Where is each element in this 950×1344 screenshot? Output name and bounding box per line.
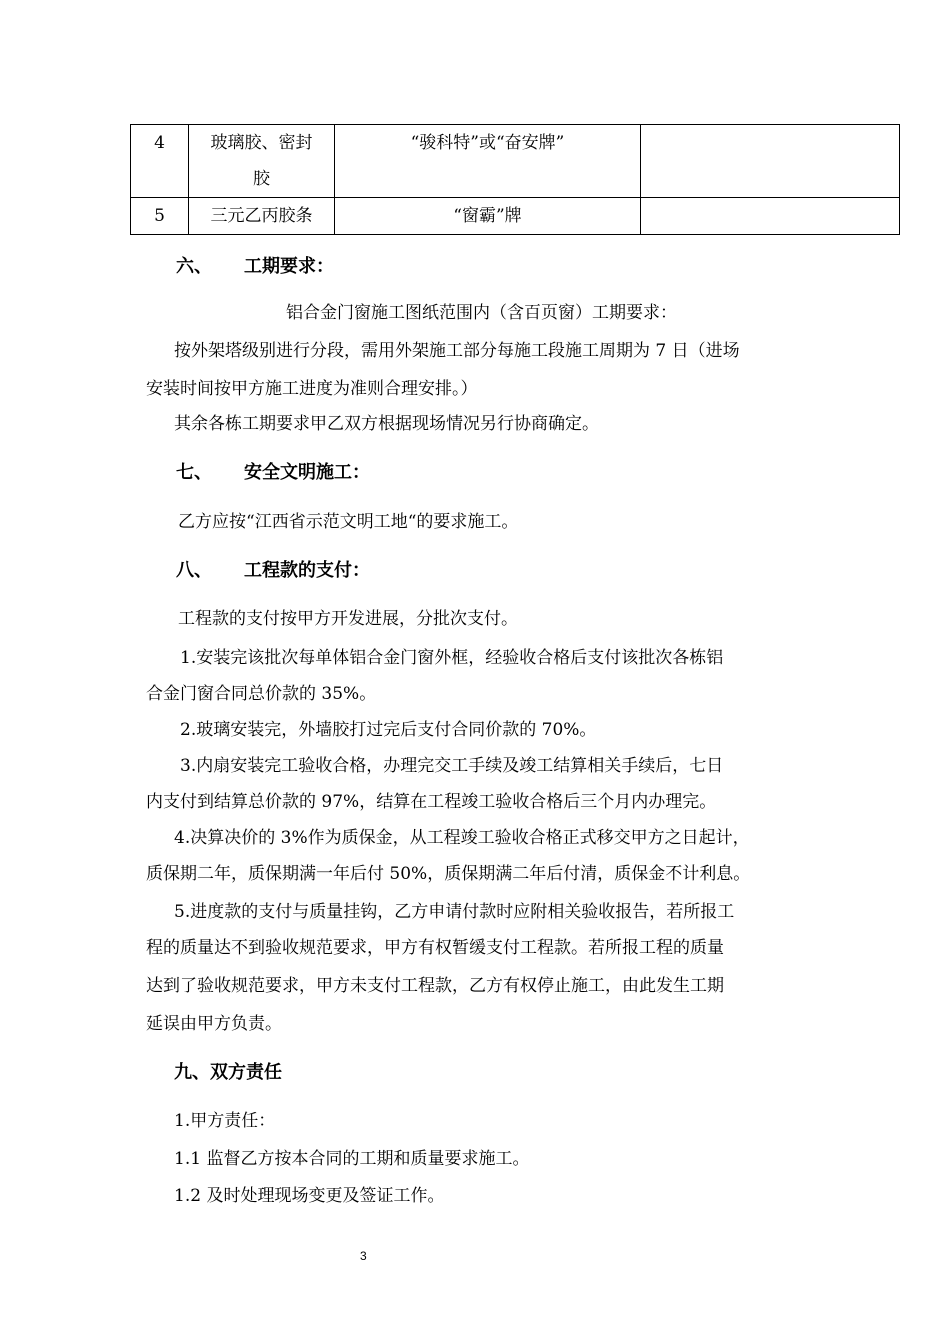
section-7-heading <box>176 458 370 484</box>
list-item: 延误由甲方负责。 <box>146 1014 282 1034</box>
paragraph: 按外架塔级别进行分段，需用外架施工部分每施工段施工周期为 7 日（进场 <box>174 341 740 361</box>
list-item: 5.进度款的支付与质量挂钩，乙方申请付款时应附相关验收报告，若所报工 <box>174 902 735 922</box>
list-item: 合金门窗合同总价款的 35%。 <box>146 684 377 704</box>
paragraph: 铝合金门窗施工图纸范围内（含百页窗）工期要求： <box>286 303 677 323</box>
list-item: 4.决算决价的 3%作为质保金，从工程竣工验收合格正式移交甲方之日起计， <box>174 828 750 848</box>
list-item: 2.玻璃安装完，外墙胶打过完后支付合同价款的 70%。 <box>180 720 597 740</box>
section-9-heading: 九、双方责任 <box>174 1062 282 1083</box>
section-number: 六、 <box>176 256 212 277</box>
item-name-line: 玻璃胶、密封 <box>210 133 313 153</box>
list-item: 3.内扇安装完工验收合格，办理完交工手续及竣工结算相关手续后，七日 <box>180 756 724 776</box>
paragraph: 安装时间按甲方施工进度为准则合理安排。） <box>146 379 478 399</box>
paragraph: 1.2 及时处理现场变更及签证工作。 <box>174 1186 445 1206</box>
section-number: 七、 <box>176 462 212 483</box>
item-name <box>189 198 335 235</box>
materials-table <box>130 124 900 235</box>
note-cell <box>641 125 900 198</box>
paragraph: 其余各栋工期要求甲乙双方根据现场情况另行协商确定。 <box>174 414 599 434</box>
list-item: 程的质量达不到验收规范要求，甲方有权暂缓支付工程款。若所报工程的质量 <box>146 938 724 958</box>
section-number: 八、 <box>176 560 212 581</box>
note-cell <box>641 198 900 235</box>
section-title: 安全文明施工： <box>244 462 370 483</box>
table-row <box>131 198 900 235</box>
list-item: 质保期二年，质保期满一年后付 50%，质保期满二年后付清，质保金不计利息。 <box>146 864 751 884</box>
section-title: 工程款的支付： <box>244 560 370 581</box>
paragraph: 乙方应按“江西省示范文明工地“的要求施工。 <box>178 512 519 532</box>
list-item: 1.安装完该批次每单体铝合金门窗外框，经验收合格后支付该批次各栋铝 <box>180 648 724 668</box>
section-8-heading <box>176 556 370 582</box>
page-number: 3 <box>360 1249 367 1263</box>
paragraph: 1.甲方责任： <box>174 1111 276 1131</box>
section-title: 工期要求： <box>244 256 334 277</box>
brand-cell: “骏科特”或“奋安牌” <box>335 125 641 198</box>
paragraph: 1.1 监督乙方按本合同的工期和质量要求施工。 <box>174 1149 530 1169</box>
section-6-heading <box>176 252 334 278</box>
table-row <box>131 125 900 198</box>
row-number: 5 <box>131 198 189 235</box>
item-name-line: 胶 <box>253 169 270 189</box>
list-item: 达到了验收规范要求，甲方未支付工程款，乙方有权停止施工，由此发生工期 <box>146 976 724 996</box>
brand-cell: “窗霸”牌 <box>335 198 641 235</box>
list-item: 内支付到结算总价款的 97%，结算在工程竣工验收合格后三个月内办理完。 <box>146 792 717 812</box>
row-number: 4 <box>131 125 189 198</box>
item-name <box>189 125 335 198</box>
item-name-line: 三元乙丙胶条 <box>210 206 313 226</box>
paragraph: 工程款的支付按甲方开发进展，分批次支付。 <box>178 609 518 629</box>
